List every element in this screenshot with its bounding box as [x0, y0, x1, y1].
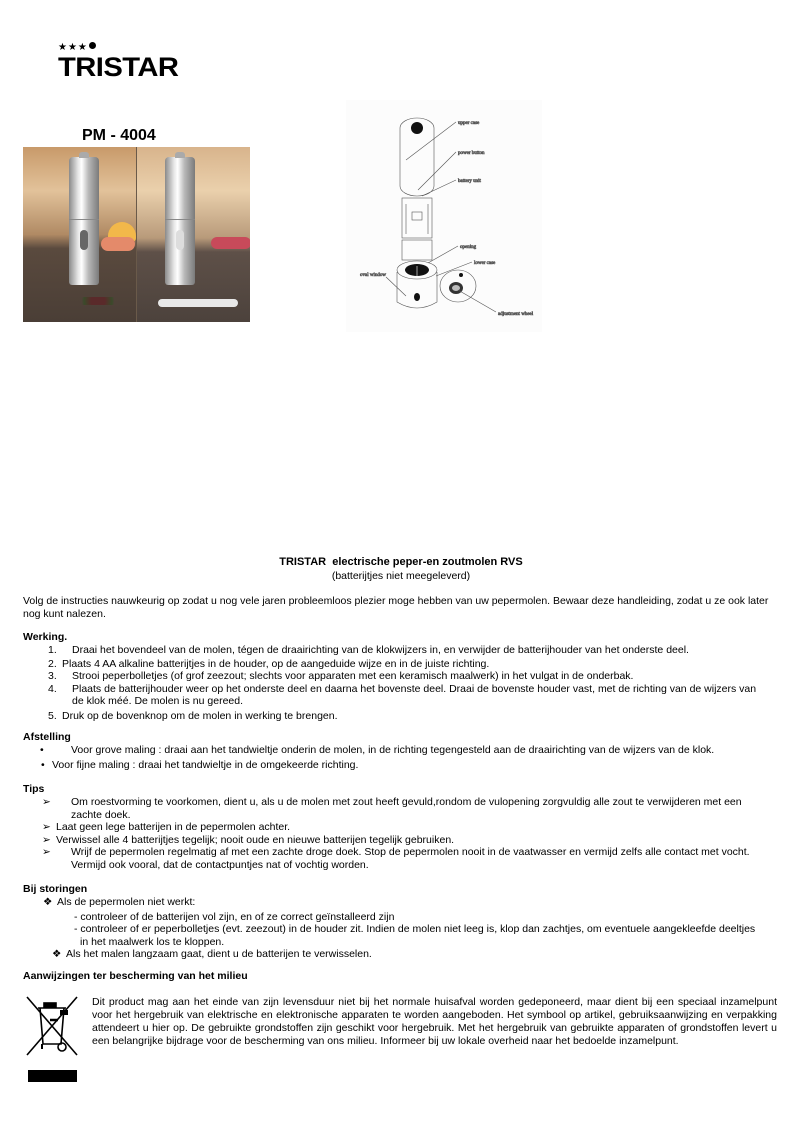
weee-black-bar: [28, 1070, 77, 1082]
tips-item-1-cont: zachte doek.: [71, 808, 131, 821]
meat-icon: [211, 237, 250, 249]
salt-mill-image: [165, 157, 195, 285]
storingen-subitem-2: - controleer of er peperbolletjes (evt. zeezout) in de houder zit. Indien de molen niet leeg is, klop dan zachtjes, om eventuele aangekleefde deeltjes: [74, 923, 756, 935]
afstelling-heading: Afstelling: [23, 731, 71, 743]
model-number: PM - 4004: [82, 127, 156, 144]
arrow-bullet-icon: ➢: [42, 796, 51, 808]
tristar-logo: [58, 42, 190, 80]
tips-item-2: ➢ Laat geen lege batterijen in de pepermolen achter.: [42, 821, 291, 833]
tips-item-1: ➢ Om roestvorming te voorkomen, dient u, als u de molen met zout heeft gevuld,rondom de vulopening zorgvuldig alle zout te verwijderen met een: [42, 796, 742, 808]
salt-pile-icon: [158, 299, 238, 307]
afstelling-item-2: • Voor fijne maling : draai het tandwieltje in de omgekeerde richting.: [41, 758, 359, 771]
section-storingen: [23, 883, 783, 961]
document-title-block: [0, 556, 802, 582]
storingen-item-2: ❖ Als het malen langzaam gaat, dient u de batterijen te verwisselen.: [52, 948, 372, 960]
section-werking: [23, 631, 783, 722]
diamond-bullet-icon: ❖: [52, 948, 62, 960]
tips-item-4-cont: Vermijd ook vooral, dat de contactpuntjes nat of vochtig worden.: [71, 858, 369, 871]
product-photo: [23, 147, 250, 322]
arrow-bullet-icon: ➢: [42, 821, 51, 833]
document-subtitle: (batterijtjes niet meegeleverd): [331, 570, 471, 582]
bullet-icon: •: [40, 744, 44, 756]
diamond-bullet-icon: ❖: [43, 896, 53, 908]
weee-crossed-bin-icon: [24, 994, 80, 1058]
werking-step-4: 4. Plaats de batterijhouder weer op het onderste deel en daarna het bovenste deel. Draai de bovenste houder vast, met de richting van de wijzers van: [48, 682, 757, 695]
logo-stars-icon: ★★★: [58, 42, 190, 54]
tips-item-3: ➢ Verwissel alle 4 batterijtjes tegelijk; nooit oude en nieuwe batterijen tegelijk gebruiken.: [42, 833, 455, 846]
peppercorns-icon: [75, 297, 121, 305]
tips-item-4: ➢ Wrijf de pepermolen regelmatig af met een zachte droge doek. Stop de pepermolen nooit in de vaatwasser en vermijd zelfs alle contact met vocht.: [42, 846, 750, 858]
label-battery-unit: battery unit: [458, 179, 481, 184]
werking-step-1: 1. Draai het bovendeel van de molen, tégen de draairichting van de klokwijzers in, en verwijder de batterijhouder van het onderste deel.: [48, 644, 689, 656]
label-adjustment-wheel: adjustment wheel: [498, 312, 534, 317]
werking-step-4-cont: de klok méé. De molen is nu gereed.: [72, 695, 244, 707]
storingen-heading: Bij storingen: [23, 883, 88, 895]
werking-heading: Werking.: [23, 631, 68, 643]
section-tips: [23, 783, 783, 871]
bullet-icon: •: [41, 758, 45, 771]
pepper-mill-image: [69, 157, 99, 285]
intro-paragraph: Volg de instructies nauwkeurig op zodat u nog vele jaren probleemloos plezier moge hebben van uw pepermolen. Bewaar deze handleiding, zodat u ze ook later nog kunt nalezen.: [23, 595, 769, 620]
label-upper-case: upper case: [458, 121, 480, 126]
document-title: TRISTAR electrische peper-en zoutmolen RVS: [279, 556, 523, 568]
werking-step-5: 5. Druk op de bovenknop om de molen in werking te brengen.: [48, 709, 338, 722]
arrow-bullet-icon: ➢: [42, 846, 51, 858]
milieu-heading: Aanwijzingen ter bescherming van het milieu: [23, 970, 248, 982]
afstelling-item-1: • Voor grove maling : draai aan het tandwieltje onderin de molen, in de richting tegengesteld aan de draairichting van de wijzers van de klok.: [40, 744, 715, 756]
tips-heading: Tips: [23, 783, 45, 795]
section-milieu: [23, 970, 783, 983]
werking-step-2: 2. Plaats 4 AA alkaline batterijtjes in de houder, op de aangeduide wijze en in de juiste richting.: [48, 657, 490, 670]
section-afstelling: [23, 731, 783, 771]
storingen-item-1: ❖ Als de pepermolen niet werkt:: [43, 896, 196, 908]
arrow-bullet-icon: ➢: [42, 833, 51, 846]
brand-name: TRISTAR: [58, 52, 179, 82]
exploded-view-diagram: [346, 100, 542, 332]
storingen-subitem-1: - controleer of de batterijen vol zijn, en of ze correct geïnstalleerd zijn: [74, 910, 395, 923]
label-oval-window: oval window: [360, 273, 386, 278]
milieu-paragraph: Dit product mag aan het einde van zijn levensduur niet bij het normale huisafval worden gedeponeerd, maar dient bij een speciaal inzamelpunt voor het hergebruik van elektrische en elektronische apparaten te worden aangeboden. Het symbool op artikel, gebruiksaanwijzing en verpakking attendeert u hier op. De gebruikte grondstoffen zijn geschikt voor hergebruik. Met het hergebruik van gebruikte apparaten of grondstoffen levert u een belangrijke bijdrage voor de bescherming van ons milieu. Informeer bij uw lokale overheid naar het bedoelde inzamelpunt.: [92, 996, 777, 1047]
label-lower-case: lower case: [474, 261, 496, 266]
label-opening: opening: [460, 245, 477, 250]
storingen-subitem-2-cont: in het maalwerk los te kloppen.: [80, 935, 225, 948]
shrimp-icon: [101, 237, 135, 251]
werking-step-3: 3. Strooi peperbolletjes (of grof zeezout; slechts voor apparaten met een keramisch maalwerk) in het vulgat in de onderbak.: [48, 670, 634, 682]
label-power-button: power button: [458, 151, 485, 156]
